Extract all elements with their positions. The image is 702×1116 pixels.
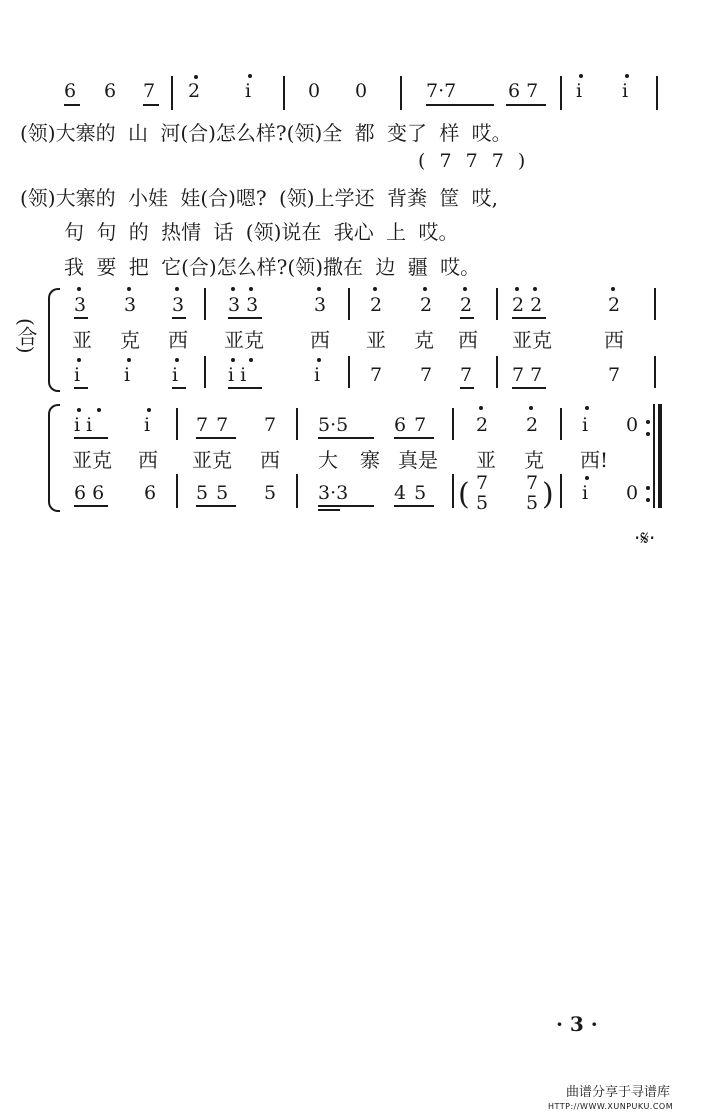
barline <box>296 474 298 508</box>
note: 33 <box>228 294 265 316</box>
chorus-lyric: 大 <box>318 448 338 472</box>
note: 7 <box>608 364 621 386</box>
underline <box>228 317 262 319</box>
underline <box>512 387 546 389</box>
note: 45 <box>394 482 435 504</box>
barline <box>176 408 178 440</box>
paren-open: ( <box>458 477 470 512</box>
system-brace <box>48 404 60 512</box>
footer-site-url[interactable]: HTTP://WWW.XUNPUKU.COM <box>548 1102 674 1111</box>
octave-dot <box>231 358 235 362</box>
barline <box>452 474 454 508</box>
note: 2 <box>476 414 489 436</box>
chorus-lyric: 寨 <box>360 448 380 472</box>
lyrics-line-3: 句 句 的 热情 话 (领)说在 我心 上 哎。 <box>64 220 459 244</box>
note: 5 <box>476 492 489 514</box>
octave-dot <box>515 287 519 291</box>
barline <box>654 356 656 388</box>
octave-dot <box>249 358 253 362</box>
underline <box>394 505 434 507</box>
chorus-lyric: 亚克 <box>192 448 232 472</box>
chorus-lyric: 西 <box>458 328 478 352</box>
chorus-lyric: 亚克 <box>224 328 264 352</box>
octave-dot <box>317 358 321 362</box>
note: i <box>582 414 589 436</box>
repeat-dot <box>646 420 650 424</box>
note: 5·5 <box>318 414 349 436</box>
note: i <box>74 364 81 386</box>
underline <box>74 505 108 507</box>
chorus-lyric: 西 <box>138 448 158 472</box>
note: 7 <box>476 472 489 494</box>
note: 2 <box>370 294 383 316</box>
octave-dot <box>77 287 81 291</box>
chorus-lyric: 西! <box>580 448 609 472</box>
barline <box>654 288 656 320</box>
note: 7 <box>420 364 433 386</box>
octave-dot <box>585 476 589 480</box>
octave-dot <box>175 287 179 291</box>
note: 2 <box>526 414 539 436</box>
barline <box>560 76 562 110</box>
chorus-lyric: 西 <box>310 328 330 352</box>
octave-dot <box>127 358 131 362</box>
note: 7 <box>143 80 156 102</box>
barline <box>171 76 173 110</box>
octave-dot <box>479 406 483 410</box>
chorus-lyric: 克 <box>524 448 544 472</box>
parenthesized-notes: ( 7 7 7 ) <box>418 150 530 172</box>
note: 22 <box>512 294 549 316</box>
note: 66 <box>74 482 111 504</box>
octave-dot <box>585 406 589 410</box>
underline <box>512 317 546 319</box>
barline <box>560 408 562 440</box>
barline <box>496 288 498 320</box>
underline <box>172 387 186 389</box>
note: 2 <box>188 80 201 102</box>
note: i <box>144 414 151 436</box>
lyrics-line-4: 我 要 把 它(合)怎么样?(领)撒在 边 疆 哎。 <box>64 255 481 279</box>
chorus-lyric: 西 <box>604 328 624 352</box>
note: i <box>245 80 252 102</box>
note: 77 <box>196 414 237 436</box>
note: 7·7 <box>426 80 457 102</box>
underline <box>172 317 186 319</box>
underline <box>506 104 546 106</box>
barline <box>656 76 658 110</box>
repeat-dot <box>646 486 650 490</box>
underline <box>318 437 374 439</box>
note: 0 <box>308 80 321 102</box>
barline <box>204 288 206 320</box>
repeat-dot <box>646 498 650 502</box>
underline <box>460 317 474 319</box>
note: 7 <box>526 472 539 494</box>
note: 3 <box>314 294 327 316</box>
octave-dot <box>231 287 235 291</box>
octave-dot <box>248 74 252 78</box>
note: i <box>582 482 589 504</box>
note: 5 <box>264 482 277 504</box>
octave-dot <box>463 287 467 291</box>
octave-dot <box>194 75 198 79</box>
chorus-label: (合) <box>14 318 38 354</box>
chorus-lyric: 真是 <box>398 448 438 472</box>
octave-dot <box>77 358 81 362</box>
note: i <box>124 364 131 386</box>
octave-dot <box>611 287 615 291</box>
octave-dot <box>127 287 131 291</box>
barline <box>348 356 350 388</box>
underline <box>460 387 474 389</box>
note: 6 <box>64 80 77 102</box>
note: 6 <box>144 482 157 504</box>
underline <box>196 437 236 439</box>
underline <box>74 437 108 439</box>
barline <box>176 474 178 508</box>
note: 0 <box>626 482 639 504</box>
octave-dot <box>249 287 253 291</box>
note: ii <box>74 414 99 436</box>
barline <box>560 474 562 508</box>
octave-dot <box>175 358 179 362</box>
barline <box>348 288 350 320</box>
chorus-lyric: 西 <box>260 448 280 472</box>
note: 2 <box>420 294 433 316</box>
chorus-lyric: 亚 <box>476 448 496 472</box>
page-number: · 3 · <box>556 1012 598 1036</box>
note: 3·3 <box>318 482 349 504</box>
note: 3 <box>74 294 87 316</box>
note: 7 <box>264 414 277 436</box>
underline <box>64 104 80 106</box>
segno-sign: ·𝄋· <box>634 526 656 550</box>
note: 0 <box>626 414 639 436</box>
chorus-lyric: 克 <box>414 328 434 352</box>
chorus-lyric: 克 <box>120 328 140 352</box>
octave-dot <box>579 74 583 78</box>
note: 2 <box>608 294 621 316</box>
barline <box>283 76 285 110</box>
note: i <box>622 80 629 102</box>
note: 7 <box>460 364 473 386</box>
note: 3 <box>124 294 137 316</box>
note: 6 <box>104 80 117 102</box>
chorus-lyric: 亚 <box>366 328 386 352</box>
paren-close: ) <box>542 477 554 512</box>
barline <box>496 356 498 388</box>
underline <box>318 509 340 511</box>
chorus-lyric: 亚 <box>72 328 92 352</box>
barline <box>296 408 298 440</box>
underline <box>318 505 374 507</box>
repeat-dot <box>646 432 650 436</box>
octave-dot <box>529 406 533 410</box>
note: 3 <box>172 294 185 316</box>
underline <box>394 437 434 439</box>
note: ii <box>228 364 253 386</box>
note: 67 <box>394 414 435 436</box>
chorus-lyric: 亚克 <box>72 448 112 472</box>
octave-dot <box>373 287 377 291</box>
note: 0 <box>355 80 368 102</box>
footer-site-name: 曲谱分享于寻谱库 <box>566 1085 671 1100</box>
note: i <box>314 364 321 386</box>
note: 7 <box>370 364 383 386</box>
underline <box>143 104 159 106</box>
octave-dot <box>147 408 151 412</box>
octave-dot <box>533 287 537 291</box>
note: i <box>576 80 583 102</box>
lyrics-line-1: (领)大寨的 山 河(合)怎么样?(领)全 都 变了 样 哎。 <box>20 121 512 145</box>
octave-dot <box>317 287 321 291</box>
chorus-lyric: 亚克 <box>512 328 552 352</box>
octave-dot <box>97 408 101 412</box>
system-brace <box>48 288 60 392</box>
underline <box>74 317 88 319</box>
note: i <box>172 364 179 386</box>
note: 55 <box>196 482 237 504</box>
chorus-lyric: 西 <box>168 328 188 352</box>
lyrics-line-2: (领)大寨的 小娃 娃(合)嗯? (领)上学还 背粪 筐 哎, <box>20 186 499 210</box>
octave-dot <box>77 408 81 412</box>
repeat-barline-thick <box>658 404 662 508</box>
underline <box>74 387 88 389</box>
note: 2 <box>460 294 473 316</box>
note: 77 <box>512 364 549 386</box>
note: 5 <box>526 492 539 514</box>
underline <box>196 505 236 507</box>
octave-dot <box>423 287 427 291</box>
underline <box>228 387 262 389</box>
barline <box>204 356 206 388</box>
octave-dot <box>625 74 629 78</box>
underline <box>426 104 494 106</box>
barline <box>452 408 454 440</box>
barline <box>400 76 402 110</box>
note: 67 <box>508 80 545 102</box>
repeat-barline-thin <box>653 404 655 508</box>
